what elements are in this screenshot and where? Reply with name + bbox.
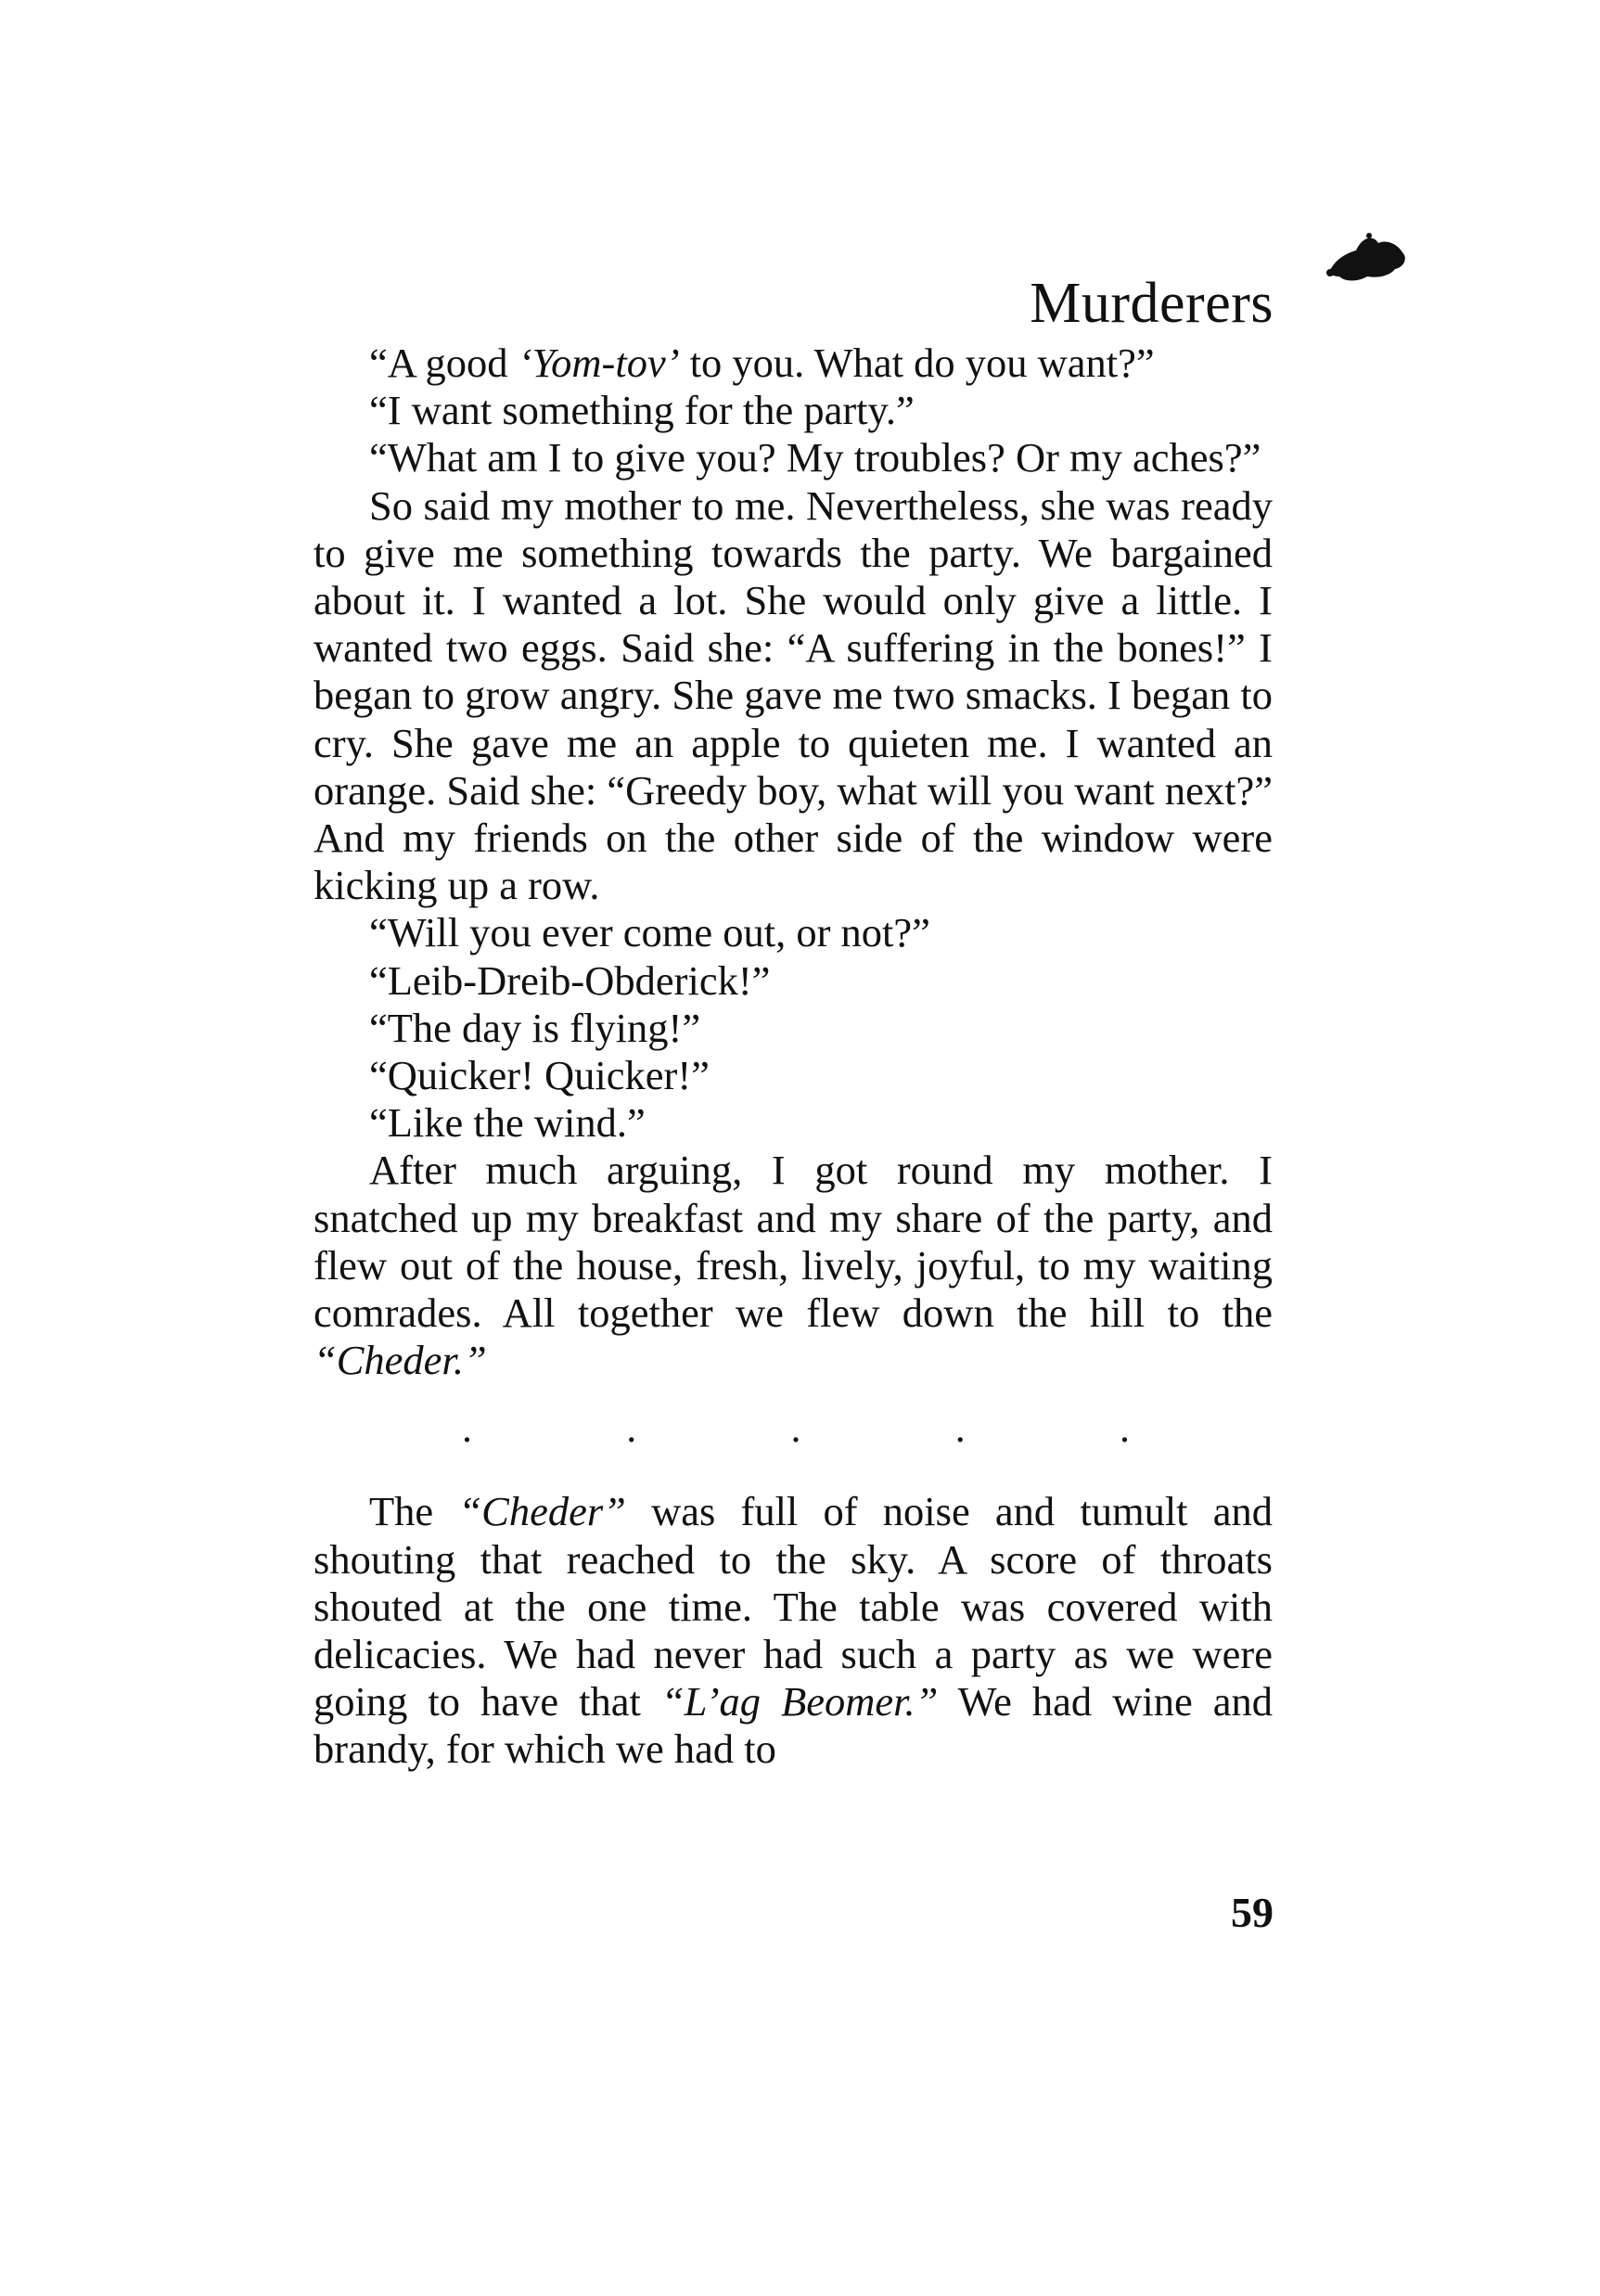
italic-term: “Cheder”: [458, 1488, 626, 1535]
separator-dot: .: [790, 1405, 801, 1452]
text-run: was full of noise and tumult and shouting that reached to the sky. A score of throats shouted at the one time. The table was covered with delicacies. We had never had such a party as we were going to have that: [314, 1488, 1273, 1725]
paragraph: “The day is flying!”: [369, 1004, 701, 1051]
paragraph: “I want something for the party.”: [369, 387, 915, 434]
separator-dot: .: [954, 1405, 966, 1452]
separator-dot: .: [1120, 1405, 1130, 1452]
text-run: After much arguing, I got round my mother. I snatched up my breakfast and my share of the party, and flew out of the house, fresh, lively, joyful, to my waiting comrades. All together we flew down the hill to the: [314, 1147, 1273, 1337]
paragraph-cheder: [314, 1488, 1273, 1773]
paragraph-yom-tov: [314, 340, 1273, 387]
paragraph: “Leib-Dreib-Obderick!”: [369, 956, 771, 1004]
paragraph: So said my mother to me. Nevertheless, she was ready to give me something towards the party. We bargained about it. I wanted a lot. She would only give a little. I wanted two eggs. Said she: “A suffering in the bones!” I began to grow angry. She gave me two smacks. I began to cry. She gave me an apple to quieten me. I wanted an orange. Said she: “Greedy boy, what will you want next?” And my friends on the other side of the window were kicking up a row.: [314, 481, 1273, 909]
text-run: “A good: [369, 340, 518, 386]
page-number: 59: [1231, 1889, 1274, 1936]
separator-dot: .: [626, 1405, 637, 1452]
paragraph: “Like the wind.”: [369, 1099, 646, 1147]
text-run: We had wine and brandy, for which we had to: [314, 1678, 1273, 1773]
italic-term: “Cheder.”: [314, 1337, 487, 1384]
text-run: to you. What do you want?”: [679, 340, 1155, 386]
separator-dot: .: [462, 1405, 472, 1452]
body-text: [314, 340, 1273, 1774]
section-separator: [462, 1405, 1130, 1452]
text-run: The: [369, 1488, 459, 1535]
paragraph: “Quicker! Quicker!”: [369, 1052, 710, 1099]
paragraph-arguing: [314, 1147, 1273, 1384]
paragraph: “Will you ever come out, or not?”: [369, 909, 930, 956]
paragraph: [314, 434, 1273, 481]
italic-term: “L’ag Beomer.”: [660, 1678, 939, 1725]
running-head: Murderers: [1030, 272, 1274, 335]
italic-term: ‘Yom-tov’: [518, 340, 680, 386]
ink-blot-icon: [1325, 230, 1408, 288]
text-run: “What am I to give you? My troubles? Or my aches?”: [369, 434, 1261, 481]
